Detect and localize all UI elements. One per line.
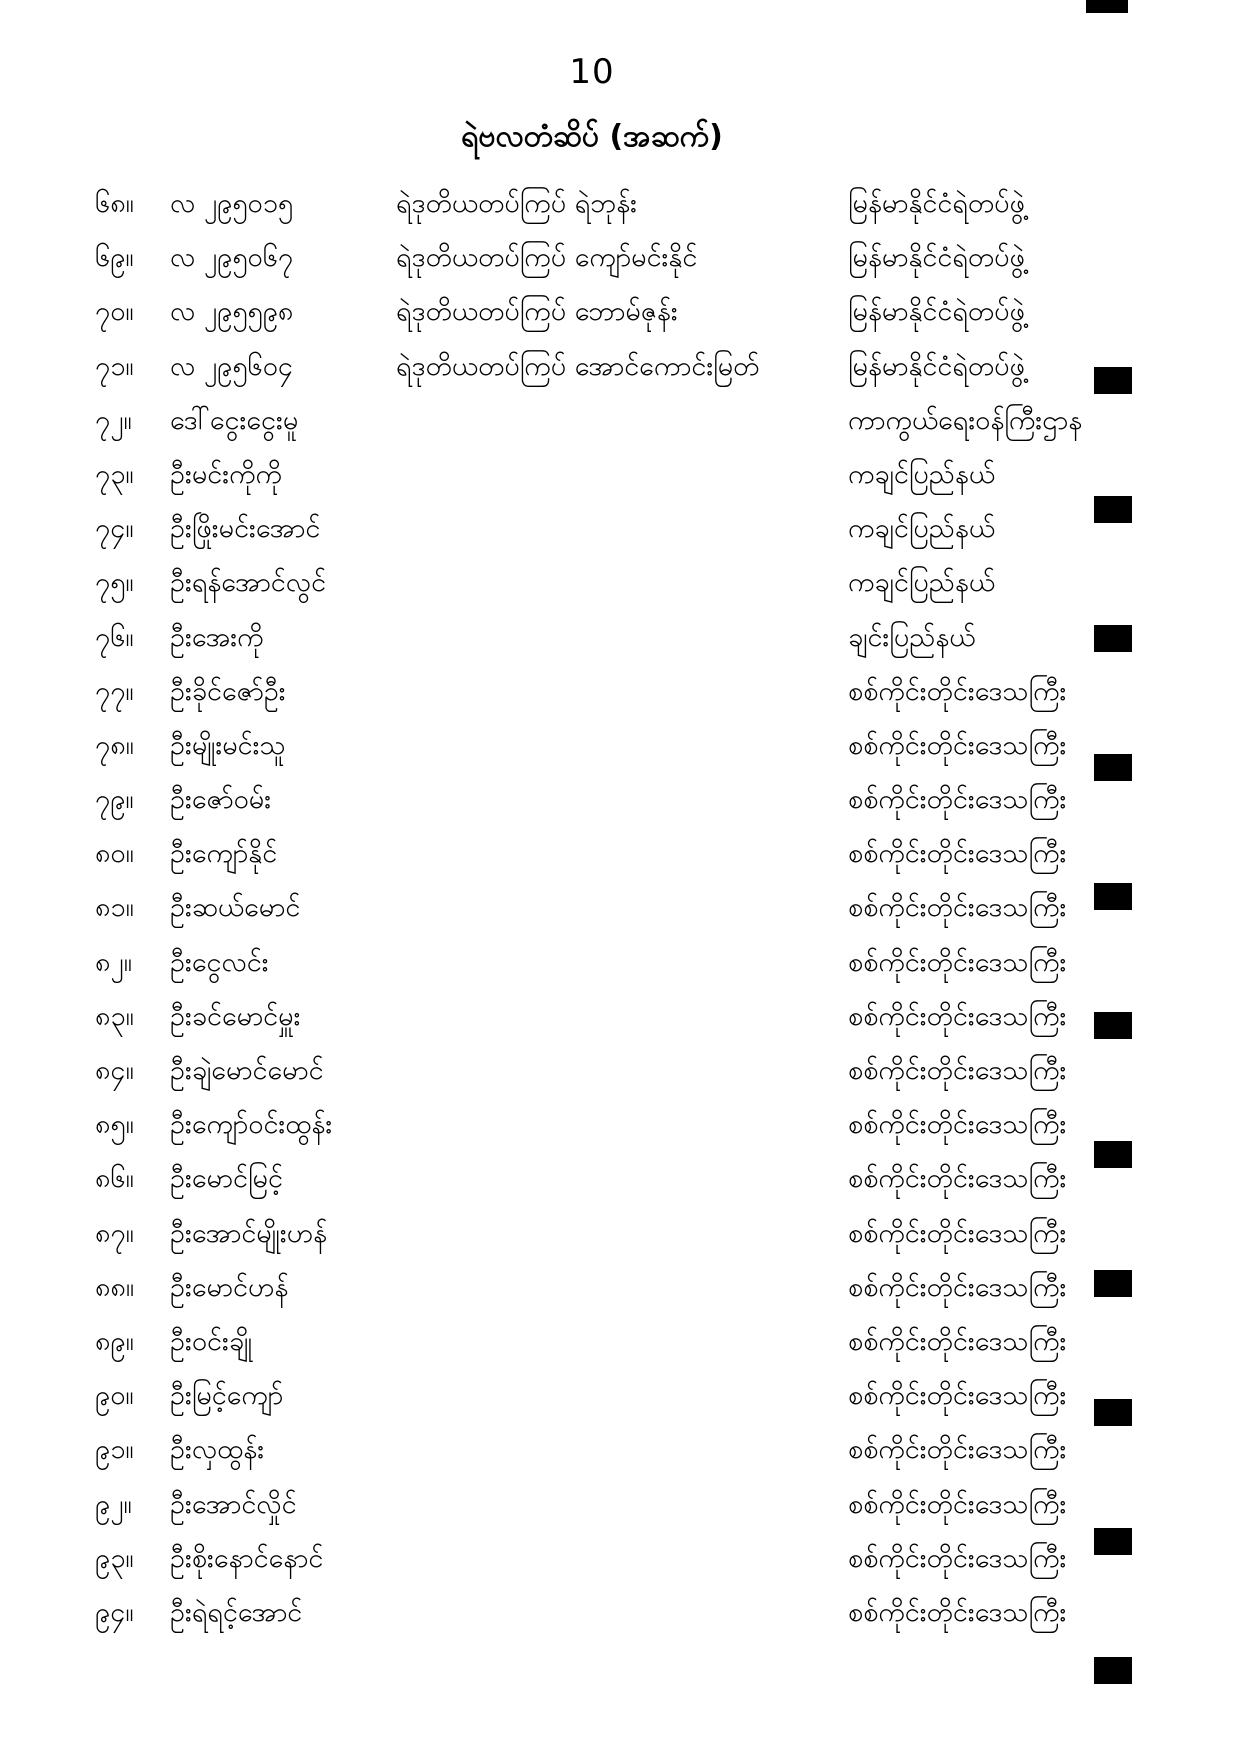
row-number: ၆၉။ [95, 242, 134, 274]
table-row [0, 993, 1241, 1047]
row-rank-name: ရဲဒုတိယတပ်ကြပ် အောင်ကောင်းမြတ် [396, 350, 760, 382]
row-serial-or-name: ဦးကျော်နိုင် [170, 838, 278, 870]
row-organization: စစ်ကိုင်းတိုင်းဒေသကြီး [848, 1325, 1067, 1357]
row-organization: စစ်ကိုင်းတိုင်းဒေသကြီး [848, 946, 1067, 978]
row-serial-or-name: ဦးအေးကို [170, 621, 264, 653]
table-row [0, 722, 1241, 776]
row-organization: စစ်ကိုင်းတိုင်းဒေသကြီး [848, 1163, 1067, 1195]
row-organization: စစ်ကိုင်းတိုင်းဒေသကြီး [848, 1542, 1067, 1574]
row-number: ၉၀။ [95, 1380, 134, 1412]
row-organization: ကာကွယ်ရေးဝန်ကြီးဌာန [848, 404, 1083, 436]
table-row [0, 1155, 1241, 1209]
row-number: ၉၄။ [95, 1596, 134, 1628]
row-number: ၈၉။ [95, 1325, 134, 1357]
row-organization: စစ်ကိုင်းတိုင်းဒေသကြီး [848, 675, 1067, 707]
row-serial-or-name: ဦးရန်အောင်လွင် [170, 567, 327, 599]
table-row [0, 343, 1241, 397]
table-row [0, 1535, 1241, 1589]
row-serial-or-name: ဦးကျော်ဝင်းထွန်း [170, 1109, 333, 1141]
row-number: ၇၁။ [95, 350, 134, 382]
row-number: ၈၈။ [95, 1271, 135, 1303]
row-organization: ချင်းပြည်နယ် [848, 621, 976, 653]
row-serial-or-name: လ ၂၉၅၀၆၇ [170, 242, 294, 274]
table-row [0, 1481, 1241, 1535]
row-serial-or-name: ဦးချဲမောင်မောင် [170, 1055, 324, 1086]
table-row [0, 505, 1241, 559]
table-row [0, 668, 1241, 722]
table-row [0, 614, 1241, 668]
table-row [0, 830, 1241, 884]
table-row [0, 180, 1241, 234]
row-number: ၇၃။ [95, 458, 134, 490]
row-serial-or-name: ဦးဇော်ဝမ်း [170, 784, 272, 816]
table-row [0, 234, 1241, 288]
row-number: ၇၅။ [95, 567, 134, 599]
table-row [0, 1589, 1241, 1643]
row-organization: စစ်ကိုင်းတိုင်းဒေသကြီး [848, 1000, 1067, 1032]
row-organization: စစ်ကိုင်းတိုင်းဒေသကြီး [848, 1217, 1067, 1249]
row-number: ၈၁။ [95, 892, 134, 924]
row-serial-or-name: ဒေါ်ငွေးငွေးမူ [170, 404, 299, 436]
row-organization: ကချင်ပြည်နယ် [848, 458, 996, 490]
row-number: ၈၇။ [95, 1217, 134, 1249]
row-serial-or-name: လ ၂၉၅၅၉၈ [170, 296, 294, 328]
row-organization: စစ်ကိုင်းတိုင်းဒေသကြီး [848, 1434, 1067, 1466]
scan-artifact [1094, 367, 1132, 394]
table-row [0, 1372, 1241, 1426]
row-serial-or-name: ဦးမြင့်ကျော် [170, 1380, 284, 1412]
row-serial-or-name: လ ၂၉၅၆၀၄ [170, 350, 294, 382]
row-organization: မြန်မာနိုင်ငံရဲတပ်ဖွဲ့ [848, 188, 1025, 219]
row-organization: မြန်မာနိုင်ငံရဲတပ်ဖွဲ့ [848, 296, 1025, 328]
row-number: ၇၄။ [95, 513, 134, 545]
row-organization: စစ်ကိုင်းတိုင်းဒေသကြီး [848, 1271, 1067, 1303]
scan-artifact [1094, 1657, 1132, 1684]
row-serial-or-name: ဦးလှထွန်း [170, 1434, 265, 1466]
row-rank-name: ရဲဒုတိယတပ်ကြပ် ကျော်မင်းနိုင် [396, 242, 698, 274]
scan-artifact [1094, 883, 1132, 910]
row-number: ၇၂။ [95, 404, 132, 436]
table-row [0, 939, 1241, 993]
row-organization: မြန်မာနိုင်ငံရဲတပ်ဖွဲ့ [848, 242, 1025, 274]
row-organization: စစ်ကိုင်းတိုင်းဒေသကြီး [848, 1596, 1067, 1628]
scan-artifact [1086, 0, 1128, 13]
page-title: ရဲဗလတံဆိပ် (အဆက်) [461, 119, 723, 154]
scan-artifact [1094, 754, 1132, 781]
row-number: ၈၆။ [95, 1163, 134, 1195]
row-organization: စစ်ကိုင်းတိုင်းဒေသကြီး [848, 1488, 1067, 1520]
row-organization: စစ်ကိုင်းတိုင်းဒေသကြီး [848, 1055, 1067, 1086]
row-serial-or-name: လ ၂၉၅၀၁၅ [170, 188, 294, 219]
row-serial-or-name: ဦးရဲရင့်အောင် [170, 1596, 303, 1628]
row-serial-or-name: ဦးခင်မောင်မှူး [170, 1000, 301, 1032]
row-serial-or-name: ဦးအောင်လှိုင် [170, 1488, 297, 1520]
table-row [0, 1426, 1241, 1480]
row-rank-name: ရဲဒုတိယတပ်ကြပ် ရဲဘုန်း [396, 188, 638, 219]
row-serial-or-name: ဦးဖြိုးမင်းအောင် [170, 513, 321, 545]
row-serial-or-name: ဦးမောင်ဟန် [170, 1271, 289, 1303]
row-number: ၇၀။ [95, 296, 134, 328]
row-organization: ကချင်ပြည်နယ် [848, 513, 996, 545]
table-row [0, 1318, 1241, 1372]
row-organization: ကချင်ပြည်နယ် [848, 567, 996, 599]
row-organization: စစ်ကိုင်းတိုင်းဒေသကြီး [848, 729, 1067, 761]
scan-artifact [1094, 1399, 1132, 1426]
row-number: ၆၈။ [95, 188, 134, 219]
scan-artifact [1094, 1270, 1132, 1297]
row-serial-or-name: ဦးမျိုးမင်းသူ [170, 729, 286, 761]
row-serial-or-name: ဦးခိုင်ဇော်ဦး [170, 675, 286, 707]
row-number: ၈၃။ [95, 1000, 134, 1032]
row-number: ၇၇။ [95, 675, 134, 707]
scan-artifact [1094, 625, 1132, 652]
table-row [0, 559, 1241, 613]
table-row [0, 451, 1241, 505]
table-row [0, 288, 1241, 342]
table-row [0, 1264, 1241, 1318]
row-rank-name: ရဲဒုတိယတပ်ကြပ် ဘောမ်ဇုန်း [396, 296, 678, 328]
row-organization: မြန်မာနိုင်ငံရဲတပ်ဖွဲ့ [848, 350, 1025, 382]
row-serial-or-name: ဦးအောင်မျိုးဟန် [170, 1217, 328, 1249]
row-number: ၉၃။ [95, 1542, 134, 1574]
row-organization: စစ်ကိုင်းတိုင်းဒေသကြီး [848, 1109, 1067, 1141]
table-row [0, 1047, 1241, 1101]
row-number: ၇၆။ [95, 621, 134, 653]
scan-artifact [1094, 1012, 1132, 1039]
row-number: ၈၄။ [95, 1055, 134, 1086]
row-serial-or-name: ဦးဆယ်မောင် [170, 892, 301, 924]
row-number: ၉၁။ [95, 1434, 134, 1466]
row-number: ၇၈။ [95, 729, 134, 761]
row-number: ၈၀။ [95, 838, 134, 870]
row-organization: စစ်ကိုင်းတိုင်းဒေသကြီး [848, 784, 1067, 816]
table-row [0, 776, 1241, 830]
row-serial-or-name: ဦးမင်းကိုကို [170, 458, 282, 490]
row-number: ၈၂။ [95, 946, 132, 978]
page-number: 10 [569, 52, 615, 92]
table-row [0, 397, 1241, 451]
scan-artifact [1094, 496, 1132, 523]
row-number: ၉၂။ [95, 1488, 132, 1520]
row-serial-or-name: ဦးမောင်မြင့် [170, 1163, 283, 1195]
row-organization: စစ်ကိုင်းတိုင်းဒေသကြီး [848, 838, 1067, 870]
table-row [0, 1210, 1241, 1264]
scan-artifact [1094, 1141, 1132, 1168]
row-number: ၈၅။ [95, 1109, 134, 1141]
roster-table [0, 180, 1241, 1643]
row-serial-or-name: ဦးဝင်းချို [170, 1325, 253, 1357]
row-organization: စစ်ကိုင်းတိုင်းဒေသကြီး [848, 892, 1067, 924]
row-serial-or-name: ဦးစိုးနောင်နောင် [170, 1542, 324, 1574]
row-organization: စစ်ကိုင်းတိုင်းဒေသကြီး [848, 1380, 1067, 1412]
scan-artifact [1094, 1528, 1132, 1555]
table-row [0, 1101, 1241, 1155]
row-serial-or-name: ဦးငွေလင်း [170, 946, 269, 978]
row-number: ၇၉။ [95, 784, 134, 816]
table-row [0, 884, 1241, 938]
